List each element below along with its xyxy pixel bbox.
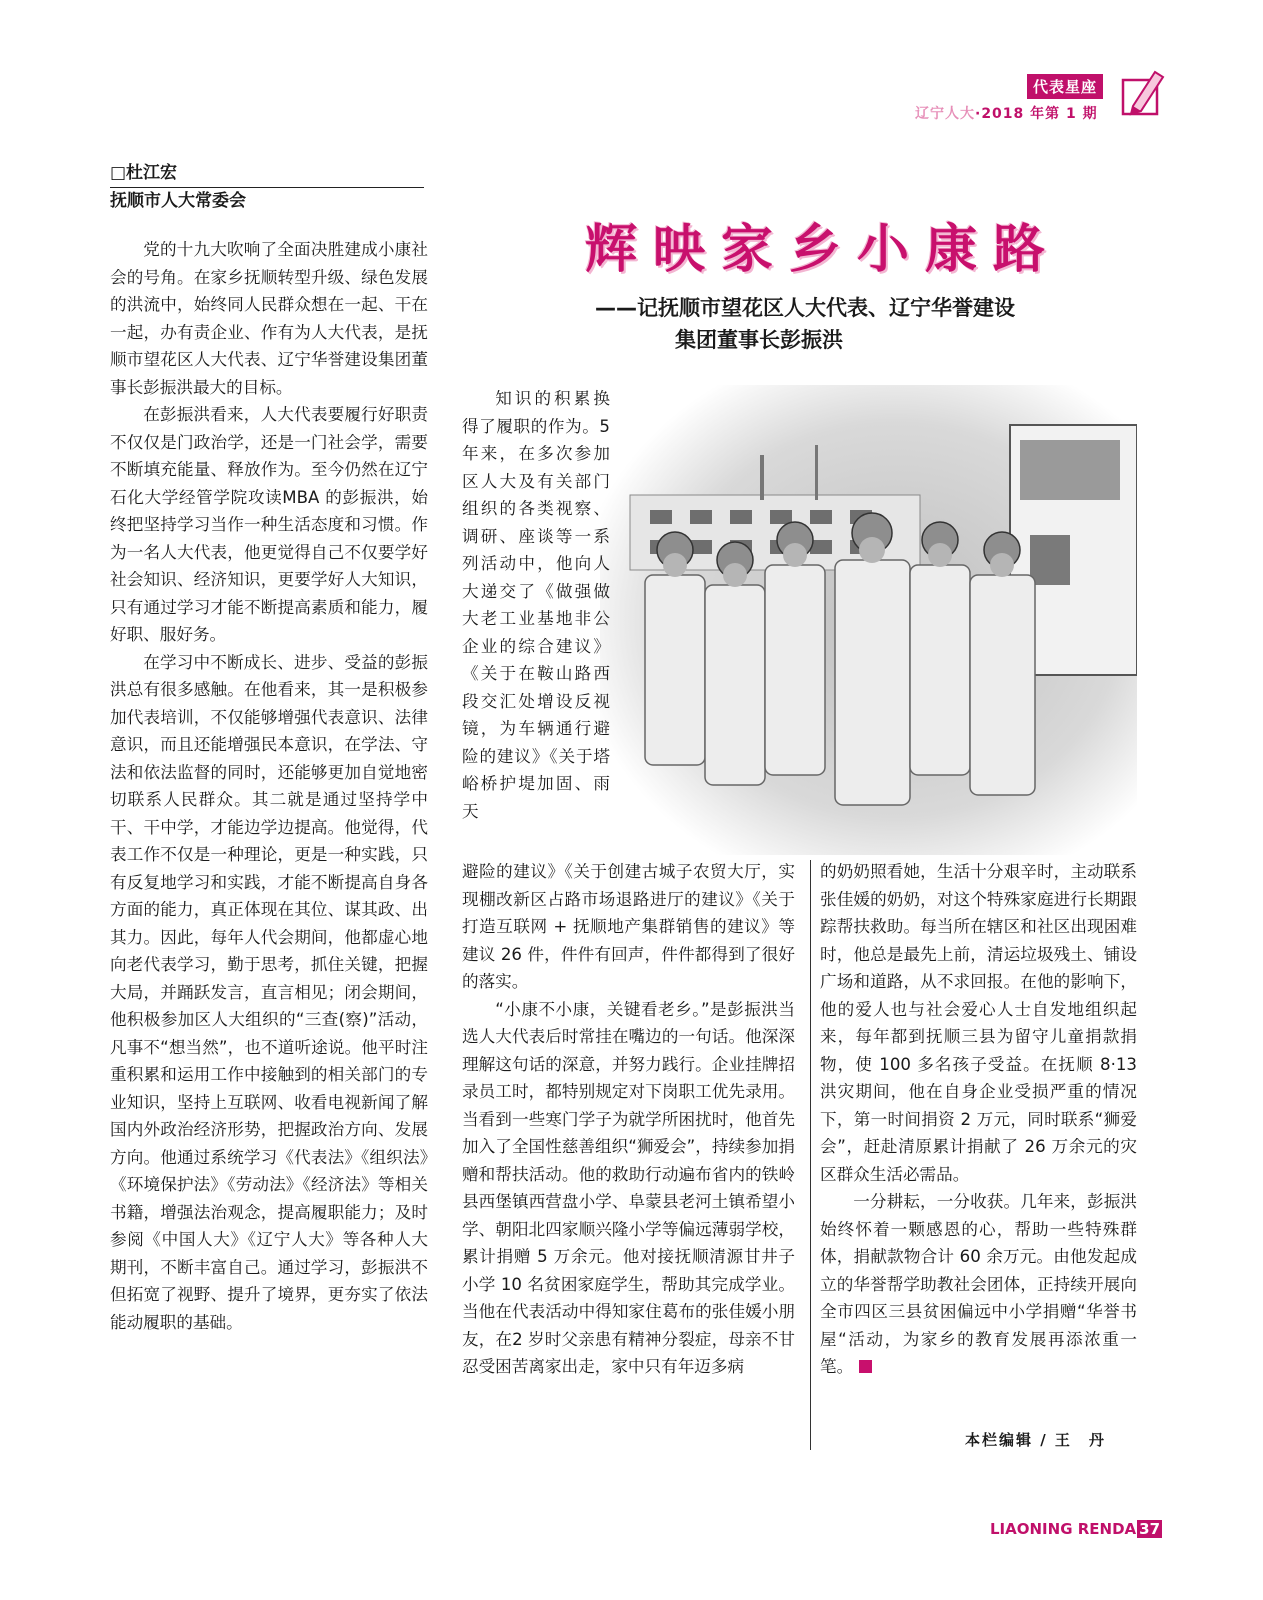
author-byline: □杜江宏 (110, 158, 424, 188)
magazine-name: 辽宁人大 (915, 106, 975, 122)
left-column (110, 236, 428, 1336)
editor-credit: 本栏编辑 / 王 丹 (965, 1431, 1106, 1449)
paragraph: 知识的积累换得了履职的作为。5 年来，在多次参加区人大及有关部门组织的各类视察、调研、座谈等一系列活动中，他向人大递交了《做强做大老工业基地非公企业的综合建议》《关于在鞍山路西段交汇处增设反视镜，为车辆通行避险的建议》《关于塔峪桥护堤加固、雨天 (462, 389, 610, 821)
paragraph: 避险的建议》《关于创建古城子农贸大厅，实现棚改新区占路市场退路进厅的建议》《关于打造互联网 + 抚顺地产集群销售的建议》等建议 26 件，件件有回声，件件都得到了很好的落实。 (462, 862, 795, 991)
author-organization: 抚顺市人大常委会 (110, 191, 246, 211)
subtitle-line-2: 集团董事长彭振洪 (675, 328, 843, 352)
paragraph: “小康不小康，关键看老乡。”是彭振洪当选人大代表后时常挂在嘴边的一句话。他深深理解这句话的深意，并努力践行。企业挂牌招录员工时，都特别规定对下岗职工优先录用。当看到一些寒门学子为就学所困扰时，他首先加入了全国性慈善组织“狮爱会”，持续参加捐赠和帮扶活动。他的救助行动遍布省内的铁岭县西堡镇西营盘小学、阜蒙县老河土镇希望小学、朝阳北四家顺兴隆小学等偏远薄弱学校，累计捐赠 5 万余元。他对接抚顺清源甘井子小学 10 名贫困家庭学生，帮助其完成学业。当他在代表活动中得知家住葛布的张佳媛小朋友，在2 岁时父亲患有精神分裂症，母亲不甘忍受困苦离家出走，家中只有年迈多病 (462, 999, 795, 1376)
paragraph: 的奶奶照看她，生活十分艰辛时，主动联系张佳媛的奶奶，对这个特殊家庭进行长期跟踪帮扶救助。每当所在辖区和社区出现困难时，他总是最先上前，清运垃圾残土、铺设广场和道路，从不求回报。在他的影响下，他的爱人也与社会爱心人士自发地组织起来，每年都到抚顺三县为留守儿童捐款捐物，使 100 多名孩子受益。在抚顺 8·13 洪灾期间，他在自身企业受损严重的情况下，第一时间捐资 2 万元，同时联系“狮爱会”，赶赴清原累计捐献了 26 万余元的灾区群众生活必需品。 (820, 862, 1137, 1184)
section-tag: 代表星座 (1027, 74, 1103, 99)
paragraph: 党的十九大吹响了全面决胜建成小康社会的号角。在家乡抚顺转型升级、绿色发展的洪流中，始终同人民群众想在一起、干在一起，办有责企业、作有为人大代表，是抚顺市望花区人大代表、辽宁华誉建设集团董事长彭振洪最大的目标。 (110, 240, 428, 397)
right-column (820, 858, 1137, 1381)
subtitle-line-1: ——记抚顺市望花区人大代表、辽宁华誉建设 (595, 296, 1015, 320)
issue-line (915, 103, 1098, 123)
end-mark-icon (859, 1360, 872, 1373)
page-number: 37 (1139, 1520, 1161, 1538)
paragraph: 在彭振洪看来，人大代表要履行好职责不仅仅是门政治学，还是一门社会学，需要不断填充能量、释放作为。至今仍然在辽宁石化大学经管学院攻读MBA 的彭振洪，始终把坚持学习当作一种生活态度和习惯。作为一名人大代表，他更觉得自己不仅要学好社会知识、经济知识，更要学好人大知识，只有通过学习才能不断提高素质和能力，履好职、服好务。 (110, 405, 428, 644)
column-divider (810, 860, 811, 1450)
article-subtitle (595, 292, 1015, 356)
middle-column (462, 858, 795, 1381)
paragraph (820, 1188, 1137, 1381)
magazine-english-name: LIAONING RENDA (990, 1520, 1137, 1538)
workers-photo (600, 385, 1137, 855)
closing-text: 一分耕耘，一分收获。几年来，彭振洪始终怀着一颗感恩的心，帮助一些特殊群体，捐献款物合计 60 余万元。由他发起成立的华誉帮学助教社会团体，正持续开展向全市四区三县贫困偏远中小学捐赠“华誉书屋“活动，为家乡的教育发展再添浓重一笔。 (820, 1192, 1137, 1376)
issue-number: ·2018 年第 1 期 (975, 106, 1098, 122)
page-footer (990, 1520, 1162, 1538)
article-title: 辉映家乡小康路 (585, 219, 1062, 280)
pencil-icon (1121, 66, 1165, 118)
paragraph: 在学习中不断成长、进步、受益的彭振洪总有很多感触。在他看来，其一是积极参加代表培训，不仅能够增强代表意识、法律意识，而且还能增强民本意识，在学法、守法和依法监督的同时，还能够更加自觉地密切联系人民群众。其二就是通过坚持学中干、干中学，才能边学边提高。他觉得，代表工作不仅是一种理论，更是一种实践，只有反复地学习和实践，才能不断提高自身各方面的能力，真正体现在其位、谋其政、出其力。因此，每年人代会期间，他都虚心地向老代表学习，勤于思考，抓住关键，把握大局，并踊跃发言，直言相见；闭会期间，他积极参加区人大组织的“三查(察)”活动，凡事不“想当然”，也不道听途说。他平时注重积累和运用工作中接触到的相关部门的专业知识，坚持上互联网、收看电视新闻了解国内外政治经济形势，把握政治方向、发展方向。他通过系统学习《代表法》《组织法》《环境保护法》《劳动法》《经济法》等相关书籍，增强法治观念，提高履职能力；及时参阅《中国人大》《辽宁人大》等各种人大期刊，不断丰富自己。通过学习，彭振洪不但拓宽了视野、提升了境界，更夯实了依法能动履职的基础。 (110, 652, 428, 1332)
middle-column-narrow (462, 385, 610, 825)
